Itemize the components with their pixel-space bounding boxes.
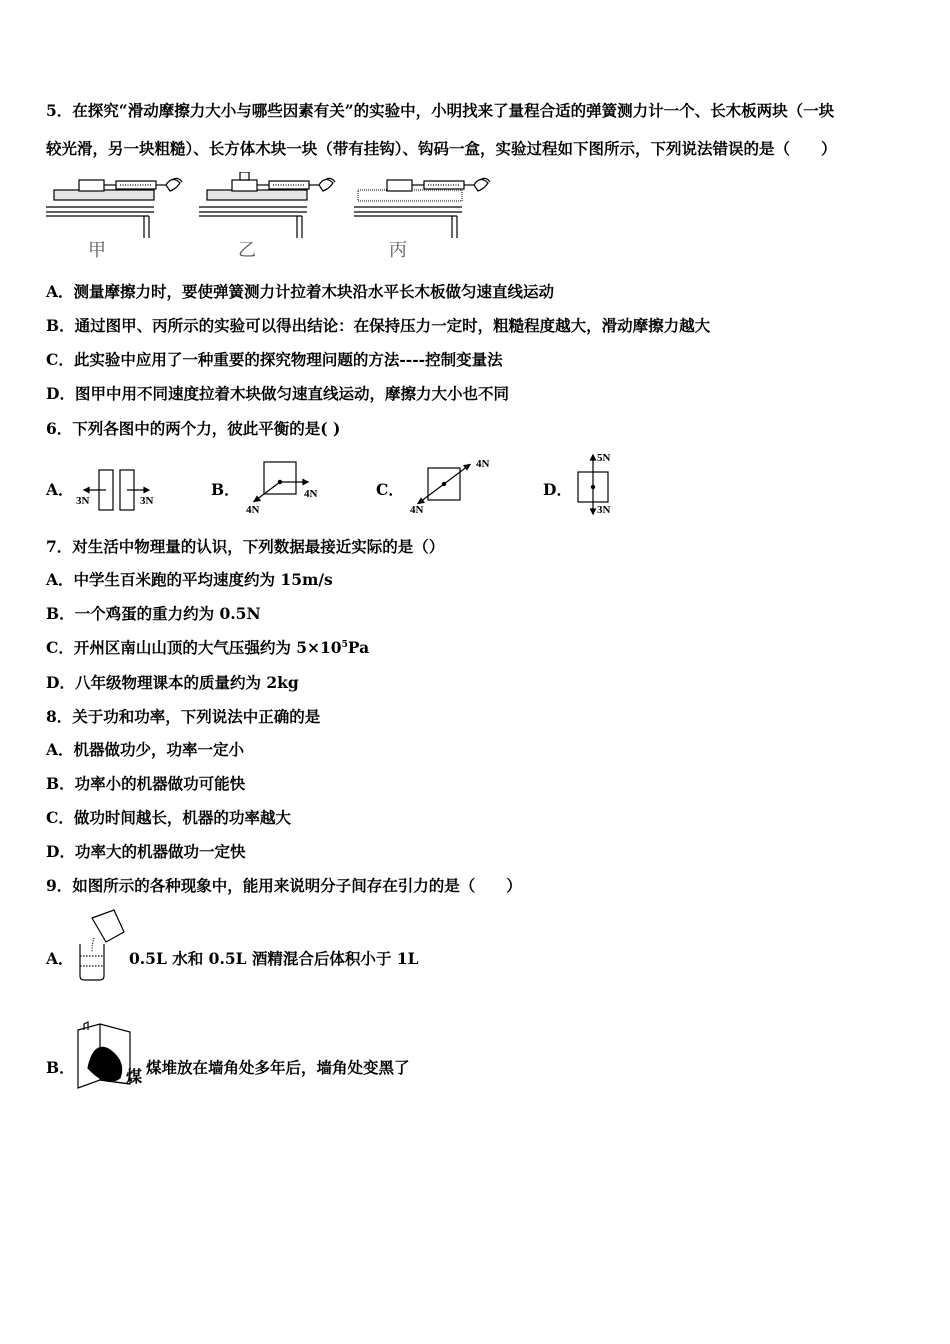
- q8-option-c[interactable]: C．做功时间越长，机器的功率越大: [46, 808, 291, 827]
- q8-option-b[interactable]: B．功率小的机器做功可能快: [46, 774, 246, 793]
- q9-option-b-figure[interactable]: [74, 1020, 148, 1092]
- q6-stem: 6．下列各图中的两个力，彼此平衡的是( ): [46, 419, 341, 438]
- q5-stem-line2: 较光滑，另一块粗糙）、长方体木块一块（带有挂钩）、钩码一盒，实验过程如下图所示，下列说法错误的是（ ）: [46, 139, 837, 158]
- setup-bing: [354, 178, 490, 238]
- q6-b-force2: 4N: [246, 504, 260, 516]
- pouring-liquid-icon: [72, 908, 132, 982]
- q6-option-c-label[interactable]: C．: [376, 480, 404, 499]
- fig-label-bing: 丙: [389, 240, 407, 261]
- q7-option-d[interactable]: D．八年级物理课本的质量约为 2kg: [46, 673, 299, 692]
- q6-c-force1: 4N: [476, 458, 490, 470]
- q6-d-force2: 3N: [597, 504, 611, 516]
- setup-jia: [46, 178, 182, 238]
- q7-option-a[interactable]: A．中学生百米跑的平均速度约为 15m/s: [46, 570, 333, 589]
- q9-option-a-figure[interactable]: [72, 908, 132, 982]
- fig-label-jia: 甲: [88, 240, 106, 261]
- q6-option-b-label[interactable]: B．: [211, 480, 240, 499]
- q6-a-force2: 3N: [140, 495, 154, 507]
- q6-c-force2: 4N: [410, 504, 424, 516]
- q5-option-d[interactable]: D．图甲中用不同速度拉着木块做匀速直线运动，摩擦力大小也不同: [46, 384, 509, 403]
- q9-option-a-label[interactable]: A．: [46, 949, 74, 968]
- q7-option-c[interactable]: [46, 638, 369, 658]
- q5-experiment-drawing: [44, 172, 514, 260]
- q5-option-c[interactable]: C．此实验中应用了一种重要的探究物理问题的方法----控制变量法: [46, 350, 503, 369]
- q6-option-a-figure[interactable]: [72, 462, 172, 514]
- q5-option-b[interactable]: B．通过图甲、丙所示的实验可以得出结论：在保持压力一定时，粗糙程度越大，滑动摩擦力越大: [46, 316, 711, 335]
- setup-yi: [199, 172, 335, 238]
- q5-stem-line1: 5．在探究“滑动摩擦力大小与哪些因素有关”的实验中，小明找来了量程合适的弹簧测力计一个、长木板两块（一块: [46, 101, 835, 120]
- q9-option-b-label[interactable]: B．: [46, 1058, 75, 1077]
- q7-option-c-text: C．开州区南山山顶的大气压强约为 5×10: [46, 638, 342, 657]
- q7-stem: 7．对生活中物理量的认识，下列数据最接近实际的是（）: [46, 537, 445, 556]
- q6-option-c-figure[interactable]: [402, 456, 502, 520]
- q8-option-d[interactable]: D．功率大的机器做功一定快: [46, 842, 246, 861]
- q6-option-b-figure[interactable]: [240, 458, 330, 520]
- q9-option-a-text[interactable]: 0.5L 水和 0.5L 酒精混合后体积小于 1L: [129, 949, 419, 968]
- q9-option-b-text[interactable]: 煤堆放在墙角处多年后，墙角处变黑了: [146, 1058, 410, 1077]
- q5-option-a[interactable]: A．测量摩擦力时，要使弹簧测力计拉着木块沿水平长木板做匀速直线运动: [46, 282, 555, 301]
- q5-experiment-figure: [44, 172, 514, 260]
- q7-option-c-exponent: 5: [341, 639, 348, 650]
- coal-label: 煤: [126, 1067, 143, 1086]
- q6-option-a-label[interactable]: A．: [46, 480, 74, 499]
- q6-d-force1: 5N: [597, 452, 611, 464]
- q6-b-force1: 4N: [304, 488, 318, 500]
- fig-label-yi: 乙: [238, 240, 256, 261]
- q7-option-b[interactable]: B．一个鸡蛋的重力约为 0.5N: [46, 604, 261, 623]
- q8-stem: 8．关于功和功率，下列说法中正确的是: [46, 707, 321, 726]
- q6-option-d-label[interactable]: D．: [543, 480, 572, 499]
- q6-option-d-figure[interactable]: [570, 450, 630, 522]
- q6-a-force1: 3N: [76, 495, 90, 507]
- q7-option-c-unit: Pa: [347, 638, 370, 657]
- q8-option-a[interactable]: A．机器做功少，功率一定小: [46, 740, 245, 759]
- q9-stem: 9．如图所示的各种现象中，能用来说明分子间存在引力的是（ ）: [46, 876, 522, 895]
